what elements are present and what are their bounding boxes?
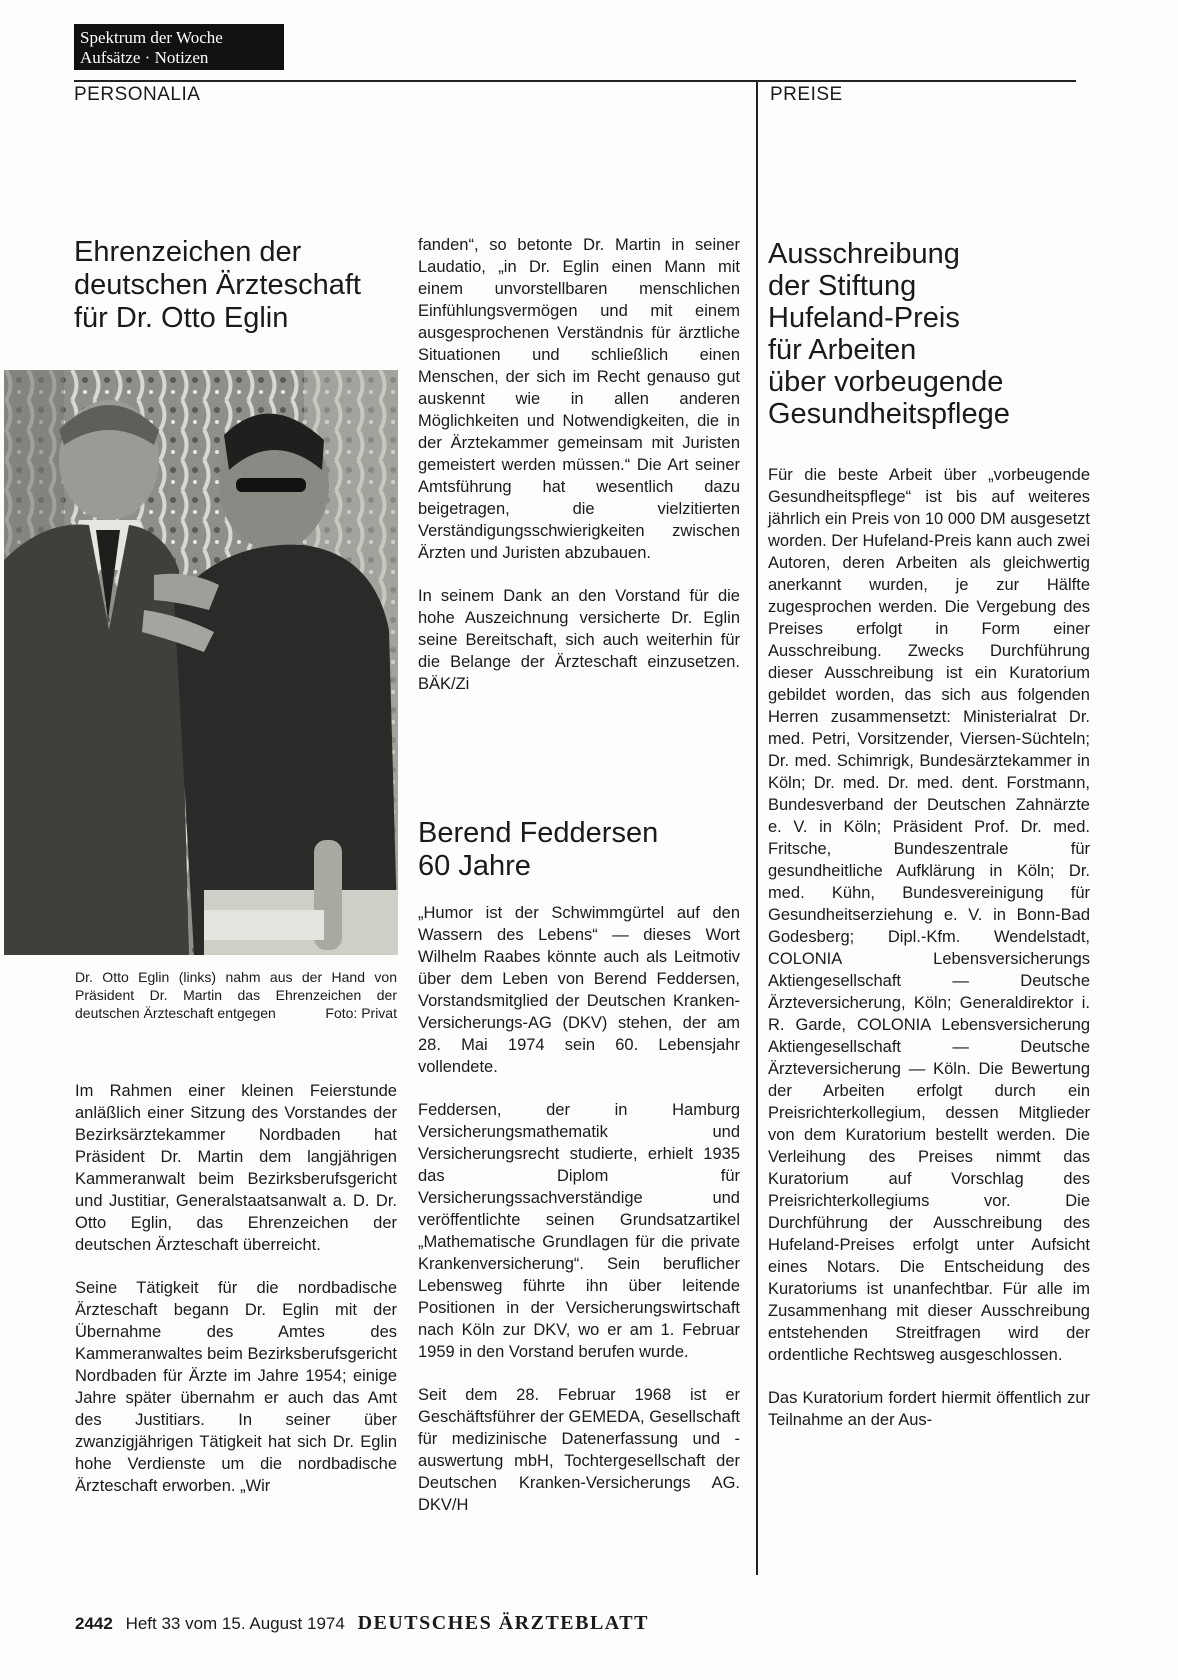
header-rule [74, 80, 1076, 82]
headline-line: deutschen Ärzteschaft [74, 269, 361, 301]
journal-name: DEUTSCHES ÄRZTEBLATT [357, 1612, 649, 1634]
headline-line: 60 Jahre [418, 850, 531, 882]
headline-line: für Arbeiten [768, 334, 917, 366]
header-box-line-2: Aufsätze · Notizen [80, 48, 209, 67]
section-label-preise: PREISE [770, 84, 843, 105]
headline-line: über vorbeugende [768, 366, 1004, 398]
page-number: 2442 [75, 1614, 113, 1633]
article-1-paragraph: Seine Tätigkeit für die nordbadische Ärzteschaft begann Dr. Eglin mit der Übernahme des Amtes des Kammeranwaltes beim Bezirksberufsgericht Nordbaden für Ärzte im Jahre 1954; einige Jahre später übernahm er auch das Amt des Justitiars. In seiner über zwanzigjährigen Tätigkeit hat sich Dr. Eglin hohe Verdienste um die nordbadische Ärzteschaft erworben. „Wir [75, 1279, 397, 1495]
headline-line: der Stiftung [768, 270, 917, 302]
headline-line: Ehrenzeichen der [74, 236, 302, 268]
article-3-body [768, 464, 1090, 1452]
headline-line: Berend Feddersen [418, 817, 659, 849]
headline-line: Hufeland-Preis [768, 302, 960, 334]
article-2-headline [418, 817, 740, 883]
article-3-paragraph: Das Kuratorium fordert hiermit öffentlich zur Teilnahme an der Aus- [768, 1389, 1090, 1429]
headline-line: für Dr. Otto Eglin [74, 302, 289, 334]
article-1-paragraph: Im Rahmen einer kleinen Feierstunde anläßlich einer Sitzung des Vorstandes der Bezirksärztekammer Nordbaden hat Präsident Dr. Martin dem langjährigen Kammeranwalt beim Bezirksberufsgericht und Justitiar, Generalstaatsanwalt a. D. Dr. Otto Eglin, das Ehrenzeichen der deutschen Ärzteschaft überreicht. [75, 1082, 397, 1254]
page-footer [75, 1612, 649, 1635]
article-2-paragraph: „Humor ist der Schwimmgürtel auf den Wassern des Lebens“ — dieses Wort Wilhelm Raabes könnte auch als Leitmotiv über dem Leben von Berend Feddersen, Vorstandsmitglied der Deutschen Kranken-Versicherungs-AG (DKV) stehen, der am 28. Mai 1974 sein 60. Lebensjahr vollendete. [418, 904, 740, 1076]
article-2-paragraph: Seit dem 28. Februar 1968 ist er Geschäftsführer der GEMEDA, Gesellschaft für medizinische Datenerfassung und -auswertung mbH, Tochtergesellschaft der Deutschen Kranken-Versicherungs AG. DKV/H [418, 1386, 740, 1514]
article-3-paragraph: Für die beste Arbeit über „vorbeugende Gesundheitspflege“ ist bis auf weiteres jährlich ein Preis von 10 000 DM ausgesetzt worden. Der Hufeland-Preis kann auch zwei Autoren, deren Arbeiten als gleichwertig anerkannt wurden, je zur Hälfte zugesprochen werden. Die Vergebung des Preises erfolgt in Form einer Ausschreibung. Zwecks Durchführung dieser Ausschreibung ist ein Kuratorium gebildet worden, das sich aus folgenden Herren zusammensetzt: Ministerialrat Dr. med. Petri, Vorsitzender, Viersen-Süchteln; Dr. med. Schimrigk, Bundesärztekammer in Köln; Dr. med. Dr. med. dent. Forstmann, Bundesverband der Deutschen Zahnärzte e. V. in Köln; Präsident Prof. Dr. med. Fritsche, Bundeszentrale für gesundheitliche Aufklärung in Köln; Dr. med. Kühn, Bundesvereinigung für Gesundheitserziehung e. V. in Bonn-Bad Godesberg; Dipl.-Kfm. Wendelstadt, COLONIA Lebensversicherungs Aktiengesellschaft — Deutsche Ärzteversicherung, Köln; Generaldirektor i. R. Garde, COLONIA Lebensversicherung Aktiengesellschaft — Deutsche Ärzteversicherung — Köln. Die Bewertung der Arbeiten erfolgt durch ein Preisrichterkollegium, dessen Mitglieder von dem Kuratorium bestellt werden. Die Verleihung des Preises nimmt das Kuratorium auf Vorschlag des Preisrichterkollegiums vor. Die Durchführung der Ausschreibung des Hufeland-Preises erfolgt unter Aufsicht eines Notars. Die Entscheidung des Kuratoriums ist unanfechtbar. Für alle im Zusammenhang mit dieser Ausschreibung entstehenden Streitfragen wird der ordentliche Rechtsweg ausgeschlossen. [768, 466, 1090, 1364]
section-label-personalia: PERSONALIA [74, 84, 201, 105]
headline-line: Gesundheitspflege [768, 398, 1010, 430]
article-1-headline [74, 236, 414, 335]
article-1-continuation-paragraph: fanden“, so betonte Dr. Martin in seiner Laudatio, „in Dr. Eglin einen Mann mit einem unvorstellbaren menschlichen Einfühlungsvermögen und mit einem ausgesprochenen Verständnis für ärztliche Situationen und schließlich einen Menschen, der sich im Recht genauso gut auskennt wie in allen anderen Möglichkeiten und Notwendigkeiten, die in der Ärztekammer gemeinsam mit Juristen gemeistert werden müssen.“ Die Art seiner Amtsführung hat wesentlich dazu beigetragen, die vielzitierten Verständigungsschwierigkeiten zwischen Ärzten und Juristen abzubauen. [418, 236, 740, 562]
section-header-box [74, 24, 284, 70]
caption-text: Dr. Otto Eglin (links) nahm aus der Hand von Präsident Dr. Martin das Ehrenzeichen der deutschen Ärzteschaft entgegen [75, 969, 397, 1021]
award-photo [4, 370, 398, 955]
article-1-continuation-paragraph: In seinem Dank an den Vorstand für die hohe Auszeichnung versicherte Dr. Eglin seine Bereitschaft, sich auch weiterhin für die Belange der Ärzteschaft einzusetzen. BÄK/Zi [418, 587, 740, 693]
headline-line: Ausschreibung [768, 238, 960, 270]
article-1-continuation [418, 234, 740, 716]
award-photo-illustration [4, 370, 398, 955]
photo-credit: Foto: Privat [325, 1005, 397, 1021]
issue-info: Heft 33 vom 15. August 1974 [125, 1614, 345, 1633]
column-divider [756, 80, 758, 1575]
photo-caption [75, 968, 397, 1022]
article-3-headline [768, 238, 1088, 430]
article-2-body [418, 902, 740, 1537]
article-2-paragraph: Feddersen, der in Hamburg Versicherungsmathematik und Versicherungsrecht studierte, erhielt 1935 das Diplom für Versicherungssachverständige und veröffentlichte seinen Grundsatzartikel „Mathematische Grundlagen für die private Krankenversicherung“. Sein beruflicher Lebensweg führte ihn über leitende Positionen in der Versicherungswirtschaft nach Köln zur DKV, wo er am 1. Februar 1959 in den Vorstand berufen wurde. [418, 1101, 740, 1361]
article-1-body [75, 1080, 397, 1518]
header-box-line-1: Spektrum der Woche [80, 28, 223, 47]
